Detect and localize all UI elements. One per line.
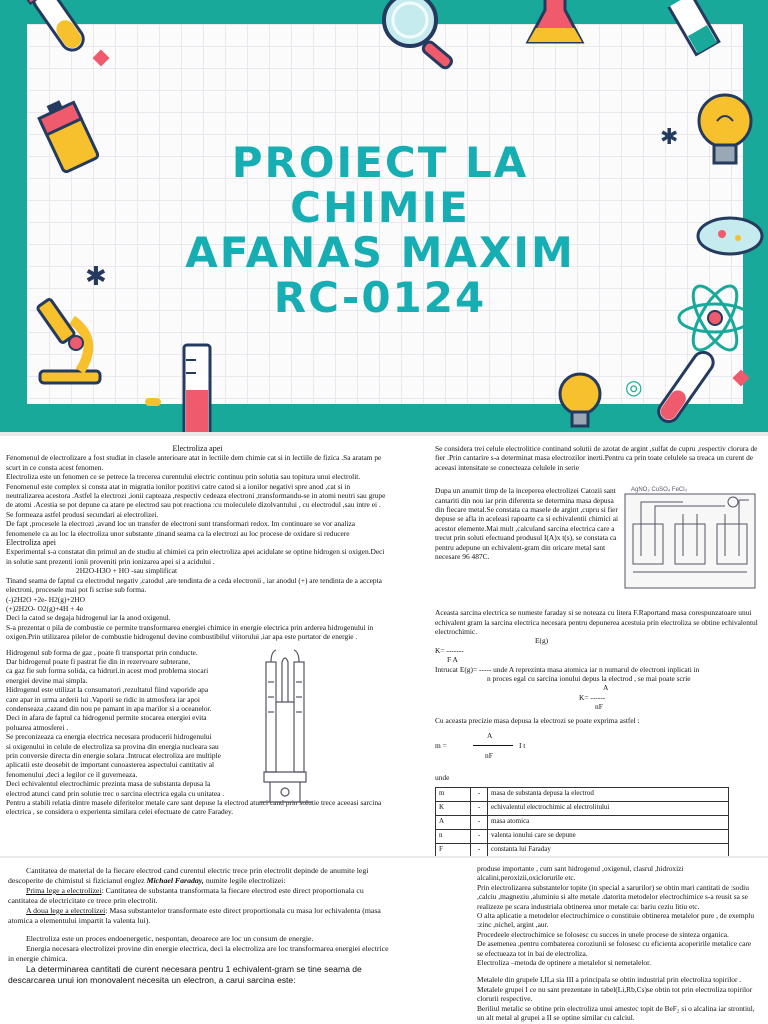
sparkle-icon xyxy=(145,398,161,406)
document-page-1 xyxy=(0,436,395,856)
svg-text:AgNO₃ CuSO₄ FeCl₃: AgNO₃ CuSO₄ FeCl₃ xyxy=(631,487,688,494)
paragraph: Se considera trei celule electrolitice continand solutii de azotat de argint ,sulfat de cupru ,respectiv clorura de fier .Prin cantarire s-a determinat masa electrozilor inerti.Pentru ca prin toate celulele sa treaca un curent de aceeasi intensitate se conecteaza celulele in serie xyxy=(435,444,758,472)
text-line: Deci echivalentul electrochimic prezinta masa de substanta depusa la xyxy=(6,779,211,789)
electrolytic-cells-illustration xyxy=(623,480,759,592)
paragraph: Deci la catod se degaja hidrogenul iar la anod oxigenul. xyxy=(6,613,171,623)
table-row: A - masa atomica xyxy=(436,815,729,829)
law-label: Prima lege a electrolizei xyxy=(26,886,102,895)
table-row: K - echivalentul electrochimic al electrolitului xyxy=(436,801,729,815)
faraday-experiment xyxy=(435,480,758,608)
fraction-bar xyxy=(473,745,513,746)
title-line: CHIMIE xyxy=(290,183,470,232)
document-page-4 xyxy=(395,858,768,1024)
paragraph: Dupa un anumit timp de la inceperea electrolizei Catozii sant cantariti din nou iar prin diferenta se determina masa depusa din fiecare metal.Se constata ca masele de argint ,cupru si fier depuse se afla in aceleasi rapoarte ca si echivalentii chimici ai acestor elemente.Mai mult ,calculand sarcina electrica care a trecut prin soluti efectuand produsul I(A)x t(s), se constata ca pentru adepune un echivalent-gram din oricare metal sant necesare 96 487C. xyxy=(435,486,619,562)
paragraph: Cu aceasta precizie masa depusa la electrozi se poate exprima astfel : xyxy=(435,715,640,725)
formula-line: Intrucat E(g)= ----- unde A reprezinta masa atomica iar n numarul de electroni inplicati in xyxy=(435,664,700,674)
text-line: Se preconizeaza ca energia electrica necesara producerii hidrogenului xyxy=(6,732,212,742)
test-tube-icon xyxy=(655,0,745,80)
formula-lhs: m = xyxy=(435,741,447,751)
paragraph: Tinand seama de faptul ca electrodul negativ ,catodul ,are tendinta de a ceda electronii , iar anodul (+) are tendinta de a accepta electroni, procesele mai pot fi scrise sub forma. xyxy=(6,575,382,595)
title-line: PROIECT LA xyxy=(231,138,529,187)
symbol-table xyxy=(435,787,729,857)
sparkle-icon: ✱ xyxy=(85,262,107,292)
paragraph: Energia necesara electrolizei provine din energie electrica, deci la electroliza are loc transformarea energiei electrice in energie chimica. xyxy=(8,944,389,963)
text-line: ca gaz fie sub forma solida, ca hidruri.in acest mod problema stocari xyxy=(6,666,209,676)
formula-denominator: nF xyxy=(485,751,493,761)
paragraph: Experimental s-a constatat din primul an de studiu al chimiei ca prin electroliza apei acidulate se optine hidrogen si oxigen.Deci in solutie sant prezenti ionii proveniti prin ionizarea apei si a acidului . xyxy=(6,547,385,566)
label: unde xyxy=(435,773,450,783)
paragraph: Prima lege a electrolizei: Cantitatea de substanta transformata la fiecare electrod este direct proportionala cu cantitatea de electricitate ce trece prin electrolit. xyxy=(8,886,364,905)
text-line: fenomenului ,deci a legilor ce il guverneaza. xyxy=(6,769,138,779)
text-line: aplicatii este deosebit de important cunoasterea aspectului cantitativ al xyxy=(6,760,215,770)
light-bulb-icon xyxy=(685,85,765,185)
table-row: F - constanta lui Faraday xyxy=(436,843,729,856)
paragraph: A doua lege a electrolizei: Masa substantelor transformate este direct proportionala cu masa lor echivalenta (masa atomica a elementului impartit la valenta lui). xyxy=(8,906,381,925)
cover-slide xyxy=(0,0,768,432)
table-row: n - valenta ionului care se depune xyxy=(436,829,729,843)
text-line: poluarea atmosferei . xyxy=(6,722,69,732)
microscope-icon xyxy=(10,285,120,395)
cover-title xyxy=(170,140,590,320)
text-line: Dar hidrogenul poate fi pastrat fie din in rezervoare subterane, xyxy=(6,656,191,666)
text-line: care apar in urma arderii lui .Vaporii se ridic in atmosfera iar apoi xyxy=(6,694,200,704)
paragraph: O alta aplicatie a metodelor electrochimice o constituie obtinerea metalelor pure , de exemplu :zinc ,nichel, argint ,aur. xyxy=(477,911,755,930)
paragraph: Prin electrolizarea substantelor topite (in special a sarurilor) se obtin mari cantitati de :sodiu ,calciu ,magneziu ,aluminiu si alte metale .datorita metodelor electrochimice s-a reusit sa se realizeze pe scara industriala obtinerea unor metale ca: bariu ceziu litiu etc. xyxy=(477,882,749,911)
document-page-3 xyxy=(0,858,395,1024)
text-line: Hidrogenul sub forma de gaz , poate fi transportat prin conducte. xyxy=(6,647,198,657)
sparkle-icon: ✱ xyxy=(660,125,679,150)
atom-icon xyxy=(672,275,758,361)
paragraph: La determinarea cantitati de curent necesara pentru 1 echivalent-gram se tine seama de descarcarea unui ion monovalent necesita un electron, a carui sarcina este: xyxy=(8,964,362,985)
paragraph: Metalele din grupele I,II,a sia III a principala se obtin industrial prin electroliza topirilor . Metalele grupei I ce nu sant prezentate in tabel(Li,Rb,Cs)se obtin tot prin electroliza topirilor clorurii respective. xyxy=(477,975,753,1004)
formula-numerator: A xyxy=(487,731,493,741)
paragraph: Beriliul metalic se obtine prin electroliza unui amestec topit de BeF₂ si o alcalina iar strontiul, un alt metal al grupei a II se optine similar cu calciul. xyxy=(477,1003,755,1023)
spiral-icon: ◎ xyxy=(625,375,643,399)
formula-factor: I t xyxy=(519,741,526,751)
text-line: condenseaza ,cazand din nou pe pamant in apa marilor si a oceanelor. xyxy=(6,703,212,713)
paragraph: Electroliza –metoda de optinere a metalelor si nemetalelor. xyxy=(477,958,652,968)
law-label: A doua lege a electrolizei xyxy=(26,906,106,915)
hydrogen-section xyxy=(6,648,389,817)
page-title: Electroliza apei xyxy=(172,444,223,453)
paragraph: Electroliza este un proces endoenergetic, nespontan, deoarece are loc un consum de energie. xyxy=(26,934,314,943)
equation: 2H2O-H3O + HO -sau simplificat xyxy=(76,566,178,576)
paragraph: Cantitatea de material de la fiecare electrod cand curentul electric trece prin electrolit depinde de anumite legi descoperite de chimistul si fizicianul englez Michael Faraday, numite legile electrolizei: xyxy=(8,866,369,885)
paragraph: Fenomenul de electrolizare a fost studiat in clasele anterioare atat in lectiile dem chimie cat si in lectiile de fizica .Sa aratam pe scurt in ce consta acest fenomen. xyxy=(6,453,382,472)
equation: (+)2H2O- O2(g)+4H + 4e xyxy=(6,603,84,613)
graduated-cylinder-icon xyxy=(172,335,222,432)
paragraph: De fapt ,procesele la electrozi ,avand loc un transfer de electroni sunt transformari redox. Im continuare se vor analiza fenomenele ca au loc la electroliza unor substante ,tinand seama ca la electrozi au loc procese de oxidare si reducere xyxy=(6,519,356,538)
paragraph: produse importante , cum sant hidrogenul ,oxigenul, clasrul ,hidroxizi alcalini,peroxizii,oxiclorurile etc. xyxy=(477,864,684,883)
formula-line: n proces egal cu sarcina ionului depus la electrod , se mai poate scrie xyxy=(487,674,691,684)
text-line: electrod atunci cand prin solutie trec o sarcina electrica egala cu unitatea . xyxy=(6,788,225,798)
table-row: m - masa de substanta depusa la electrod xyxy=(436,787,729,801)
electrolysis-apparatus-illustration xyxy=(256,642,316,812)
formula-line: K= ------- xyxy=(435,645,464,655)
text-line: energiei devine mai simpla. xyxy=(6,675,88,685)
text-line: Deci in afara de faptul ca hidrogenul permite stocarea energiei evita xyxy=(6,713,207,723)
paragraph: S-a prezentat o pila de combustie ce permite transformarea energiei chimice in energie electrica prin arderea hidrogenului in oxigen.Prin utilizarea pilelor de combustie hidrogenul devine combustibilul viitorului ,iar apa este purtator de energie . xyxy=(6,622,374,642)
scientist-name: Michael Faraday, xyxy=(146,876,204,885)
formula-line: K= ------ xyxy=(579,692,606,702)
title-line: RC-0124 xyxy=(273,273,487,322)
mass-formula xyxy=(435,729,758,769)
section-heading: Electroliza apei xyxy=(6,538,56,548)
spacer xyxy=(477,967,758,975)
paragraph: Aceasta sarcina electrica se numeste faraday si se noteaza cu litera F.Raportand masa corespunzatoare unui echivalent gram la sarcina electrica necesara pentru depunerea acestuia prin electroliza se obtine echivalentul electrochimic. xyxy=(435,608,758,637)
paragraph: Procedeele electrochimice se folosesc cu succes in unele procese de sinteza organica. xyxy=(477,929,729,939)
equation: (-)2H2O +2e- H2(g)+2HO xyxy=(6,594,85,604)
flask-icon xyxy=(520,0,590,52)
title-line: AFANAS MAXIM xyxy=(185,228,575,277)
formula-line: F A xyxy=(447,655,458,665)
text-line: si oxigenului in celule de electroliza sa provina din energia nucleara sau xyxy=(6,741,219,751)
paragraph: Electroliza este un fenomen ce se petrece la trecerea curentului electric continuu prin solutia sau topitura unui electrolit. xyxy=(6,472,361,482)
battery-icon xyxy=(35,95,105,175)
paragraph: Fenomenul este complex si consta atat in migratia ionilor pozitivi catre catod si a ionilor negativi spre anod ,cat si in neutralizarea acestora .Astfel la electrozi ,ionii capteaza ,respectiv cedeaza electroni ,transformandu-se in atomi neutri sau grupe de atomi .Acestia se pot depune ca atare pe electrod sau pot reactiona :cu moleculele dizolvantului , cu electrodul ,sau intre ei . Se formeaza astfel produsi secundari ai electrolizei. xyxy=(6,481,386,519)
formula-line: nF xyxy=(595,702,603,712)
text-line: prin conversie directa din energie solara .Intrucat electroliza are multiple xyxy=(6,751,221,760)
paragraph: De asemenea ,pentru combaterea coroziunii se folosesc cu eficienta acoperirile metalice care se efectueaza tot in bai de electroliza. xyxy=(477,939,752,958)
text-line: Hidrogenul este utilizat la consumatori ,rezultatul fiind vaporide apa xyxy=(6,685,209,695)
petri-dish-icon xyxy=(690,208,768,268)
formula-line: E(g) xyxy=(535,636,549,646)
formula-line: A xyxy=(603,683,609,693)
magnifier-icon xyxy=(355,0,465,72)
light-bulb-icon xyxy=(550,368,610,432)
document-page-2 xyxy=(395,436,768,856)
text-line: Pentru a stabili relatia dintre masele diferitelor metale care sant depuse la electrod atunci cand prin solutie trece aceeasi sarcina electrica , se considera o experienta similara celei efectuate de catre Faradey. xyxy=(6,798,382,817)
